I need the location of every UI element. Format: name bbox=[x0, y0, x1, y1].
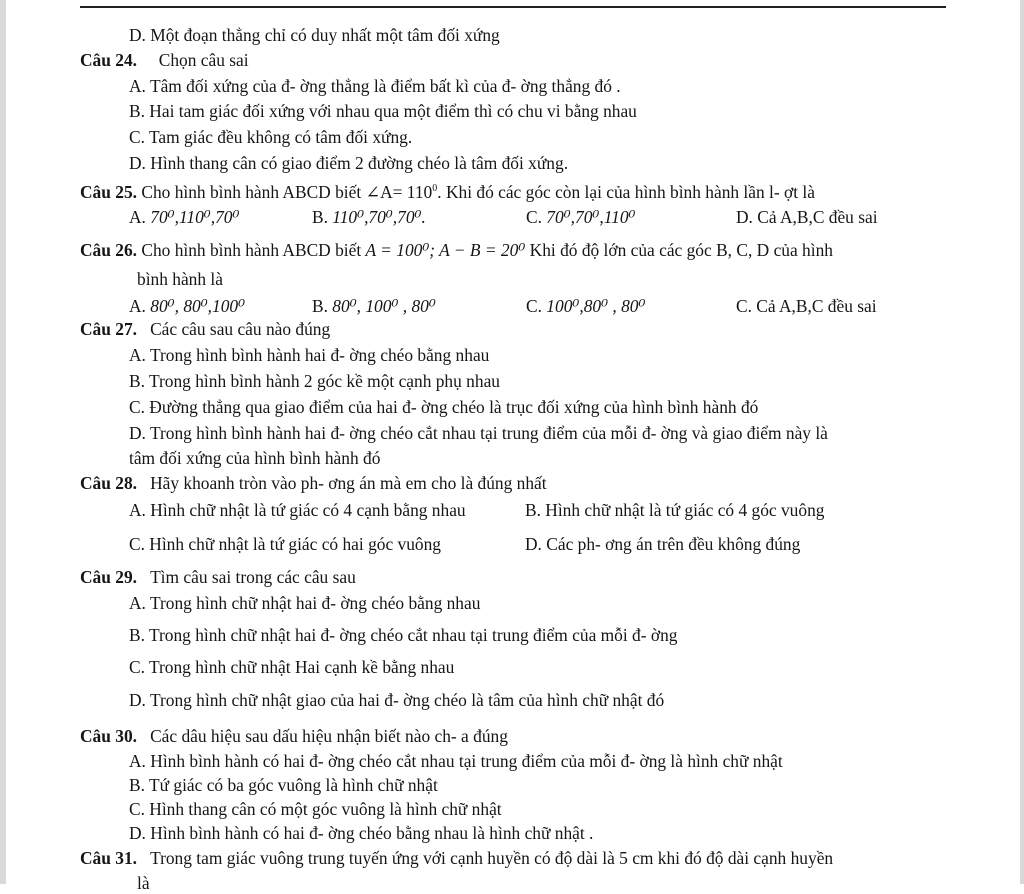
q24-option-a: A. Tâm đối xứng của đ- ờng thẳng là điểm bất kì của đ- ờng thẳng đó . bbox=[129, 76, 621, 96]
question-text: Trong tam giác vuông trung tuyến ứng với cạnh huyền có độ dài là 5 cm khi đó độ dài cạnh huyền bbox=[150, 848, 834, 868]
q27-option-d-continuation: tâm đối xứng của hình bình hành đó bbox=[129, 448, 381, 468]
question-24 bbox=[80, 49, 249, 71]
question-text-end: . Khi đó các góc còn lại của hình bình hành lần l- ợt là bbox=[437, 182, 815, 202]
q29-option-a: A. Trong hình chữ nhật hai đ- ờng chéo bằng nhau bbox=[129, 593, 481, 613]
q23-option-d: D. Một đoạn thẳng chỉ có duy nhất một tâm đối xứng bbox=[129, 25, 500, 45]
question-text: Tìm câu sai trong các câu sau bbox=[150, 567, 356, 587]
question-25 bbox=[80, 181, 815, 203]
q25-option-c: C. 70⁰,70⁰,110⁰ bbox=[526, 207, 636, 227]
question-number: Câu 25. bbox=[80, 182, 138, 202]
q30-option-a: A. Hình bình hành có hai đ- ờng chéo cắt nhau tại trung điểm của mỗi đ- ờng là hình chữ nhật bbox=[129, 751, 783, 771]
question-26 bbox=[80, 239, 833, 261]
q25-option-b: B. 110⁰,70⁰,70⁰. bbox=[312, 207, 426, 227]
question-text-end: Khi đó độ lớn của các góc B, C, D của hình bbox=[525, 240, 833, 260]
q26-option-a: A. 80⁰, 80⁰,100⁰ bbox=[129, 296, 246, 316]
q30-option-d: D. Hình bình hành có hai đ- ờng chéo bằng nhau là hình chữ nhật . bbox=[129, 823, 594, 843]
q28-option-d: D. Các ph- ơng án trên đều không đúng bbox=[525, 534, 801, 554]
top-rule bbox=[80, 6, 946, 8]
question-number: Câu 30. bbox=[80, 726, 138, 746]
q27-option-c: C. Đường thẳng qua giao điểm của hai đ- ờng chéo là trục đối xứng của hình bình hành đó bbox=[129, 397, 759, 417]
q24-option-b: B. Hai tam giác đối xứng với nhau qua một điểm thì có chu vi bằng nhau bbox=[129, 101, 637, 121]
q28-option-c: C. Hình chữ nhật là tứ giác có hai góc vuông bbox=[129, 534, 442, 554]
q24-option-c: C. Tam giác đều không có tâm đối xứng. bbox=[129, 127, 413, 147]
q31-continuation: là bbox=[137, 873, 150, 893]
q27-option-d: D. Trong hình bình hành hai đ- ờng chéo cắt nhau tại trung điểm của mỗi đ- ờng và giao điểm này là bbox=[129, 423, 828, 443]
q26-option-d: C. Cả A,B,C đều sai bbox=[736, 296, 877, 316]
q28-option-b: B. Hình chữ nhật là tứ giác có 4 góc vuông bbox=[525, 500, 825, 520]
q29-option-b: B. Trong hình chữ nhật hai đ- ờng chéo cắt nhau tại trung điểm của mỗi đ- ờng bbox=[129, 625, 678, 645]
q30-option-b: B. Tứ giác có ba góc vuông là hình chữ nhật bbox=[129, 775, 438, 795]
question-text: Các dâu hiệu sau dấu hiệu nhận biết nào ch- a đúng bbox=[150, 726, 508, 746]
q25-option-d: D. Cả A,B,C đều sai bbox=[736, 207, 878, 227]
q30-option-c: C. Hình thang cân có một góc vuông là hình chữ nhật bbox=[129, 799, 502, 819]
question-31 bbox=[80, 847, 833, 869]
question-number: Câu 28. bbox=[80, 473, 138, 493]
question-number: Câu 26. bbox=[80, 240, 138, 260]
q24-option-d: D. Hình thang cân có giao điểm 2 đường chéo là tâm đối xứng. bbox=[129, 153, 569, 173]
q26-option-c: C. 100⁰,80⁰ , 80⁰ bbox=[526, 296, 646, 316]
question-formula: A = 100⁰; A − B = 20⁰ bbox=[365, 240, 526, 260]
question-text: Cho hình bình hành ABCD biết ∠A= 110 bbox=[137, 182, 433, 202]
question-text: Chọn câu sai bbox=[158, 50, 249, 70]
question-28 bbox=[80, 472, 547, 494]
q27-option-a: A. Trong hình bình hành hai đ- ờng chéo bằng nhau bbox=[129, 345, 490, 365]
question-29 bbox=[80, 566, 356, 588]
question-27 bbox=[80, 318, 330, 340]
q25-option-a: A. 70⁰,110⁰,70⁰ bbox=[129, 207, 240, 227]
q26-option-b: B. 80⁰, 100⁰ , 80⁰ bbox=[312, 296, 436, 316]
q28-option-a: A. Hình chữ nhật là tứ giác có 4 cạnh bằng nhau bbox=[129, 500, 466, 520]
q26-continuation: bình hành là bbox=[137, 269, 223, 289]
question-text: Cho hình bình hành ABCD biết bbox=[137, 240, 366, 260]
page-right-edge bbox=[1020, 0, 1024, 884]
question-text: Hãy khoanh tròn vào ph- ơng án mà em cho là đúng nhất bbox=[150, 473, 547, 493]
question-30 bbox=[80, 725, 508, 747]
question-number: Câu 29. bbox=[80, 567, 138, 587]
q29-option-d: D. Trong hình chữ nhật giao của hai đ- ờng chéo là tâm của hình chữ nhật đó bbox=[129, 690, 665, 710]
q27-option-b: B. Trong hình bình hành 2 góc kề một cạnh phụ nhau bbox=[129, 371, 500, 391]
question-text: Các câu sau câu nào đúng bbox=[150, 319, 331, 339]
question-number: Câu 24. bbox=[80, 50, 138, 70]
page-left-edge bbox=[0, 0, 6, 884]
degree-sign: 0 bbox=[432, 183, 438, 194]
question-number: Câu 31. bbox=[80, 848, 138, 868]
question-number: Câu 27. bbox=[80, 319, 138, 339]
q29-option-c: C. Trong hình chữ nhật Hai cạnh kề bằng nhau bbox=[129, 657, 455, 677]
